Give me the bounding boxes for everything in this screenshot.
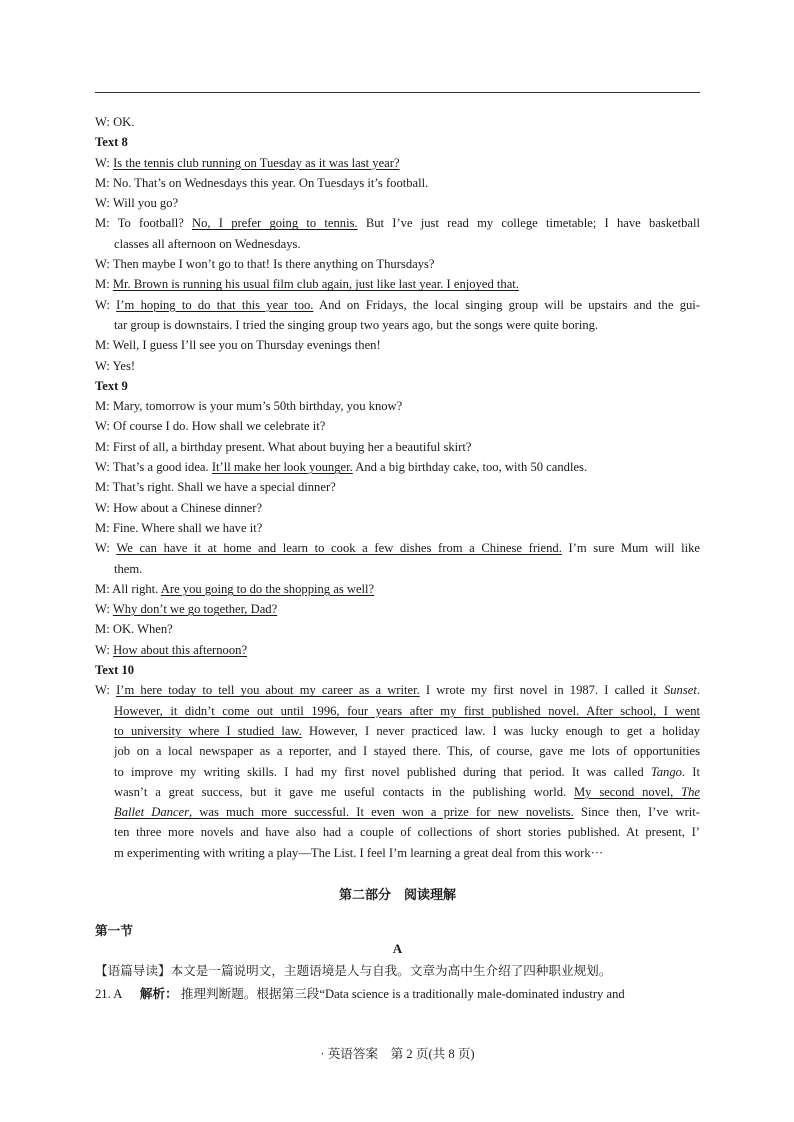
line-text: But I’ve just read my college timetable; I have basketball xyxy=(357,216,700,231)
transcript-line xyxy=(95,274,700,294)
line-text: them. xyxy=(114,561,143,576)
answer-21 xyxy=(95,983,700,1002)
transcript-line xyxy=(95,295,700,315)
underlined-answer-text: I’m here today to tell you about my career as a writer. xyxy=(116,683,420,698)
transcript-line xyxy=(95,822,700,842)
page-footer: · 英语答案 第 2 页(共 8 页) xyxy=(320,1047,475,1061)
line-text: . It xyxy=(681,764,700,779)
underlined-answer-text: Why don’t we go together, Dad? xyxy=(112,602,278,617)
underlined-answer-text: How about this afternoon? xyxy=(113,642,248,657)
line-text: m experimenting with writing a play—The List. I feel I’m learning a great deal from this work··· xyxy=(114,845,604,860)
transcript-line xyxy=(95,173,700,193)
line-text: M: OK. When? xyxy=(95,622,173,637)
line-text: classes all afternoon on Wednesdays. xyxy=(114,236,301,251)
reading-guide: 【语篇导读】本文是一篇说明文，主题语境是人与自我。文章为高中生介绍了四种职业规划。 xyxy=(95,964,612,978)
line-text: M: No. That’s on Wednesdays this year. On Tuesdays it’s football. xyxy=(95,175,429,190)
line-text: to improve my writing skills. I had my first novel published during that period. It was called xyxy=(114,764,651,779)
underlined-answer-text: My second novel, xyxy=(573,784,682,799)
passage-letter: A xyxy=(392,941,403,956)
line-text: W: xyxy=(95,642,114,657)
answer-21-number: 21. A xyxy=(95,987,122,1001)
line-text: tar group is downstairs. I tried the singing group two years ago, but the songs were quite boring. xyxy=(114,317,599,332)
transcript-line xyxy=(95,315,700,335)
transcript-line xyxy=(95,254,700,274)
line-text: W: xyxy=(95,541,117,556)
transcript-line xyxy=(95,559,700,579)
underlined-answer-text: to university where I studied law. xyxy=(114,723,302,738)
transcript-line xyxy=(95,416,700,436)
transcript-line xyxy=(95,477,700,497)
line-text: I wrote my first novel in 1987. I called it xyxy=(419,683,664,698)
underlined-answer-text: However, it didn’t come out until 1996, four years after my first published novel. After school, I went xyxy=(114,703,700,718)
transcript-line xyxy=(95,782,700,802)
underlined-answer-text: No, I prefer going to tennis. xyxy=(192,216,358,231)
italic-title: Sunset xyxy=(663,683,697,698)
line-text: Text 10 xyxy=(95,663,135,678)
line-text: M: Well, I guess I’ll see you on Thursday evenings then! xyxy=(95,338,381,353)
line-text: . xyxy=(696,683,700,698)
transcript-line xyxy=(95,396,700,416)
line-text: W: Then maybe I won’t go to that! Is there anything on Thursdays? xyxy=(95,257,435,272)
answer-21-label: 解析： xyxy=(139,987,178,1001)
answer-21-text: 推理判断题。根据第三段“Data science is a traditionally male-dominated industry and xyxy=(180,987,625,1001)
transcript-line xyxy=(95,579,700,599)
transcript-line xyxy=(95,213,700,233)
transcript-line xyxy=(95,843,700,863)
transcript-line xyxy=(95,234,700,254)
line-text: W: Of course I do. How shall we celebrate it? xyxy=(95,419,326,434)
underlined-answer-text: I’m hoping to do that this year too. xyxy=(116,297,314,312)
transcript-line xyxy=(95,335,700,355)
transcript-line xyxy=(95,538,700,558)
line-text: wasn’t a great success, but it gave me useful contacts in the publishing world. xyxy=(114,784,574,799)
line-text: M: xyxy=(95,277,113,292)
section-heading: 第一节 xyxy=(95,924,133,938)
transcript-line xyxy=(95,599,700,619)
line-text: W: Will you go? xyxy=(95,196,179,211)
line-text: Text 9 xyxy=(95,378,128,393)
line-text: W: xyxy=(95,297,117,312)
italic-title: Tango xyxy=(650,764,682,779)
transcript-line xyxy=(95,741,700,761)
transcript-line xyxy=(95,518,700,538)
text-heading xyxy=(95,660,700,680)
line-text: M: Fine. Where shall we have it? xyxy=(95,520,263,535)
line-text: I’m sure Mum will like xyxy=(561,541,700,556)
transcript-line xyxy=(95,457,700,477)
underlined-answer-text: Are you going to do the shopping as well? xyxy=(160,581,375,596)
text-heading xyxy=(95,132,700,152)
line-text: Text 8 xyxy=(95,135,128,150)
underlined-answer-text: Is the tennis club running on Tuesday as it was last year? xyxy=(113,155,400,170)
line-text: W: xyxy=(95,602,113,617)
line-text: job on a local newspaper as a reporter, and I stayed there. This, of course, gave me lots of opportunities xyxy=(114,744,700,759)
transcript-line xyxy=(95,112,700,132)
line-text: M: First of all, a birthday present. What about buying her a beautiful skirt? xyxy=(95,439,472,454)
transcript-line xyxy=(95,498,700,518)
transcript-line xyxy=(95,437,700,457)
transcript-line xyxy=(95,680,700,700)
line-text: Since then, I’ve writ- xyxy=(573,805,700,820)
underlined-answer-text: , was much more successful. It even won a prize for new novelists. xyxy=(189,805,574,820)
transcript-line xyxy=(95,619,700,639)
part-heading: 第二部分 阅读理解 xyxy=(338,887,456,902)
line-text: And a big birthday cake, too, with 50 candles. xyxy=(352,460,588,475)
line-text: W: That’s a good idea. xyxy=(95,460,212,475)
transcript-line xyxy=(95,153,700,173)
transcript-line xyxy=(95,701,700,721)
listening-transcript xyxy=(95,112,700,863)
line-text: W: xyxy=(95,155,114,170)
transcript-line xyxy=(95,193,700,213)
transcript-line xyxy=(95,640,700,660)
transcript-line xyxy=(95,802,700,822)
text-heading xyxy=(95,376,700,396)
line-text: However, I never practiced law. I was lucky enough to get a holiday xyxy=(301,723,700,738)
transcript-line xyxy=(95,356,700,376)
line-text: M: That’s right. Shall we have a special dinner? xyxy=(95,480,336,495)
line-text: W: OK. xyxy=(95,115,135,129)
line-text: ten three more novels and have also had a couple of collections of short stories published. At present, I’ xyxy=(114,825,700,840)
line-text: M: To football? xyxy=(95,216,193,231)
underlined-italic-title: Ballet Dancer xyxy=(114,805,189,820)
line-text: M: Mary, tomorrow is your mum’s 50th birthday, you know? xyxy=(95,399,403,414)
line-text: W: Yes! xyxy=(95,358,136,373)
line-text: W: xyxy=(95,683,117,698)
underlined-answer-text: We can have it at home and learn to cook a few dishes from a Chinese friend. xyxy=(116,541,562,556)
header-rule xyxy=(95,92,700,93)
line-text: M: All right. xyxy=(95,581,161,596)
underlined-answer-text: It’ll make her look younger. xyxy=(211,460,353,475)
transcript-line xyxy=(95,721,700,741)
transcript-line xyxy=(95,762,700,782)
line-text: And on Fridays, the local singing group will be upstairs and the gui- xyxy=(313,297,700,312)
underlined-italic-title: The xyxy=(681,784,700,799)
line-text: W: How about a Chinese dinner? xyxy=(95,500,263,515)
underlined-answer-text: Mr. Brown is running his usual film club again, just like last year. I enjoyed that. xyxy=(112,277,519,292)
